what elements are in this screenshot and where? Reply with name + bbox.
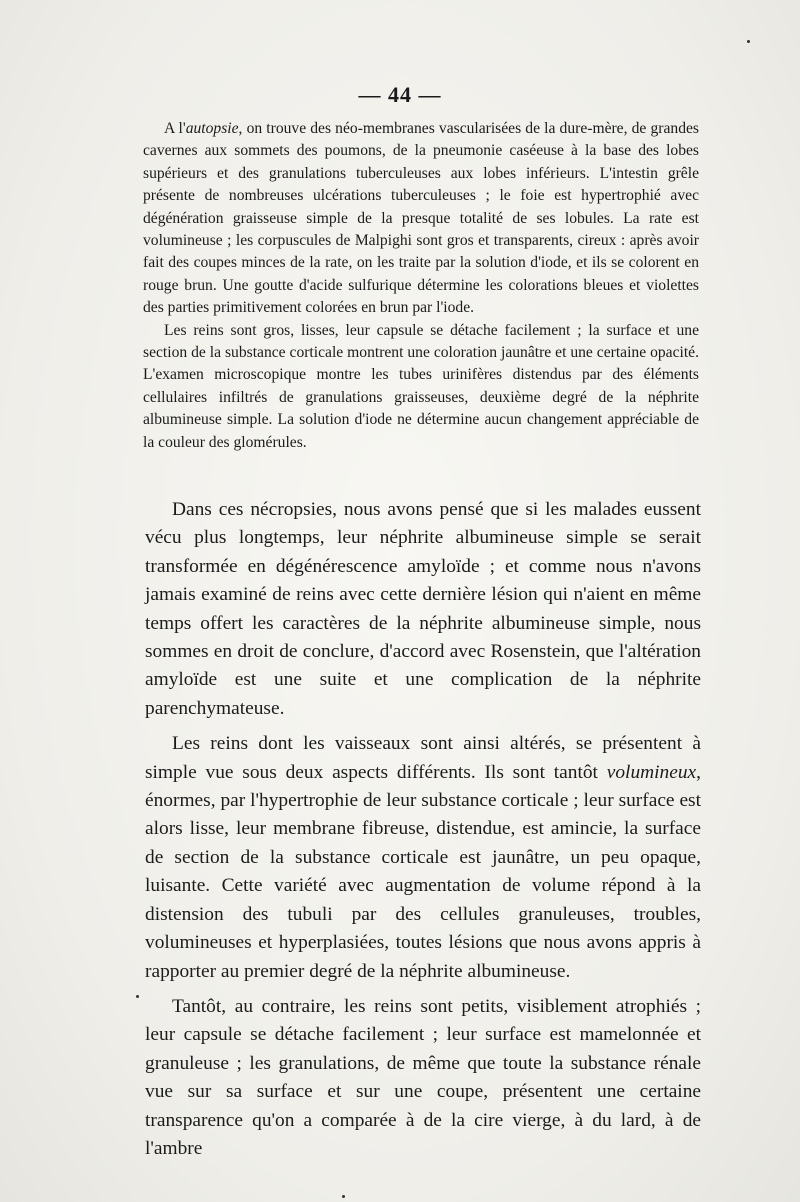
aspects-term: volumineux xyxy=(606,761,697,783)
autopsy-term: autopsie xyxy=(185,120,239,137)
aspects-description: , énormes, par l'hypertrophie de leur substance corticale ; leur surface est alors lisse, leur membrane fibreuse, distendue, est amincie, la surface de section de la substance corticale est jaunâtre, un peu opaque, luisante. Cette variété avec augmentation de volume répond à la distension des tubuli par des cellules granuleuses, troubles, volumineuses et hyperplasiées, toutes lésions que nous avons appris à rapporter au premier degré de la néphrite albumineuse. xyxy=(145,761,701,982)
atrophy-paragraph: Tantôt, au contraire, les reins sont petits, visiblement atrophiés ; leur capsule se détache facilement ; leur surface est mamelonnée et granuleuse ; les granulations, de même que toute la substance rénale vue sur sa surface et sur une coupe, présentent une certaine transparence qu'on a comparée à de la cire vierge, à du lard, à de l'ambre xyxy=(145,995,701,1159)
kidney-findings-paragraph: Les reins sont gros, lisses, leur capsule se détache facilement ; la surface et une section de la substance corticale montrent une coloration jaunâtre et une certaine opacité. L'examen microscopique montre les tubes urinifères distendus par des éléments cellulaires infiltrés de granulations graisseuses, deuxième degré de la néphrite albumineuse simple. La solution d'iode ne détermine aucun changement appréciable de la couleur des glomérules. xyxy=(143,321,699,451)
discussion-block xyxy=(145,496,701,1163)
print-speck xyxy=(136,995,139,998)
page-number: — 44 — xyxy=(358,82,442,107)
aspects-intro: Les reins dont les vaisseaux sont ainsi altérés, se présentent à simple vue sous deux aspects différents. Ils sont tantôt xyxy=(145,733,701,783)
autopsy-report-block xyxy=(143,118,699,454)
autopsy-findings: , on trouve des néo-membranes vascularisées de la dure-mère, de grandes cavernes aux sommets des poumons, de la pneumonie caséeuse à la base des lobes supérieurs et des granulations tuberculeuses aux lobes inférieurs. L'intestin grêle présente de nombreuses ulcérations tuberculeuses ; le foie est hypertrophié avec dégénération graisseuse simple de la presque totalité de ses lobules. La rate est volumineuse ; les corpuscules de Malpighi sont gros et transparents, cireux : après avoir fait des coupes minces de la rate, on les traite par la solution d'iode, et ils se colorent en rouge brun. Une goutte d'acide sulfurique détermine les colorations bleues et violettes des parties primitivement colorées en brun par l'iode. xyxy=(143,120,699,317)
autopsy-paragraph xyxy=(143,118,699,320)
necropsy-conclusion-paragraph: Dans ces nécropsies, nous avons pensé que si les malades eussent vécu plus longtemps, leur néphrite albumineuse simple se serait transformée en dégénérescence amyloïde ; et comme nous n'avons jamais examiné de reins avec cette dernière lésion qui n'aient en même temps offert les caractères de la néphrite albumineuse simple, nous sommes en droit de conclure, d'accord avec Rosenstein, que l'altération amyloïde est une suite et une complication de la néphrite parenchymateuse. xyxy=(145,499,701,719)
kidney-aspects-paragraph xyxy=(145,730,701,986)
print-speck xyxy=(747,40,750,43)
autopsy-intro: A l' xyxy=(164,120,186,137)
print-speck xyxy=(342,1195,345,1198)
